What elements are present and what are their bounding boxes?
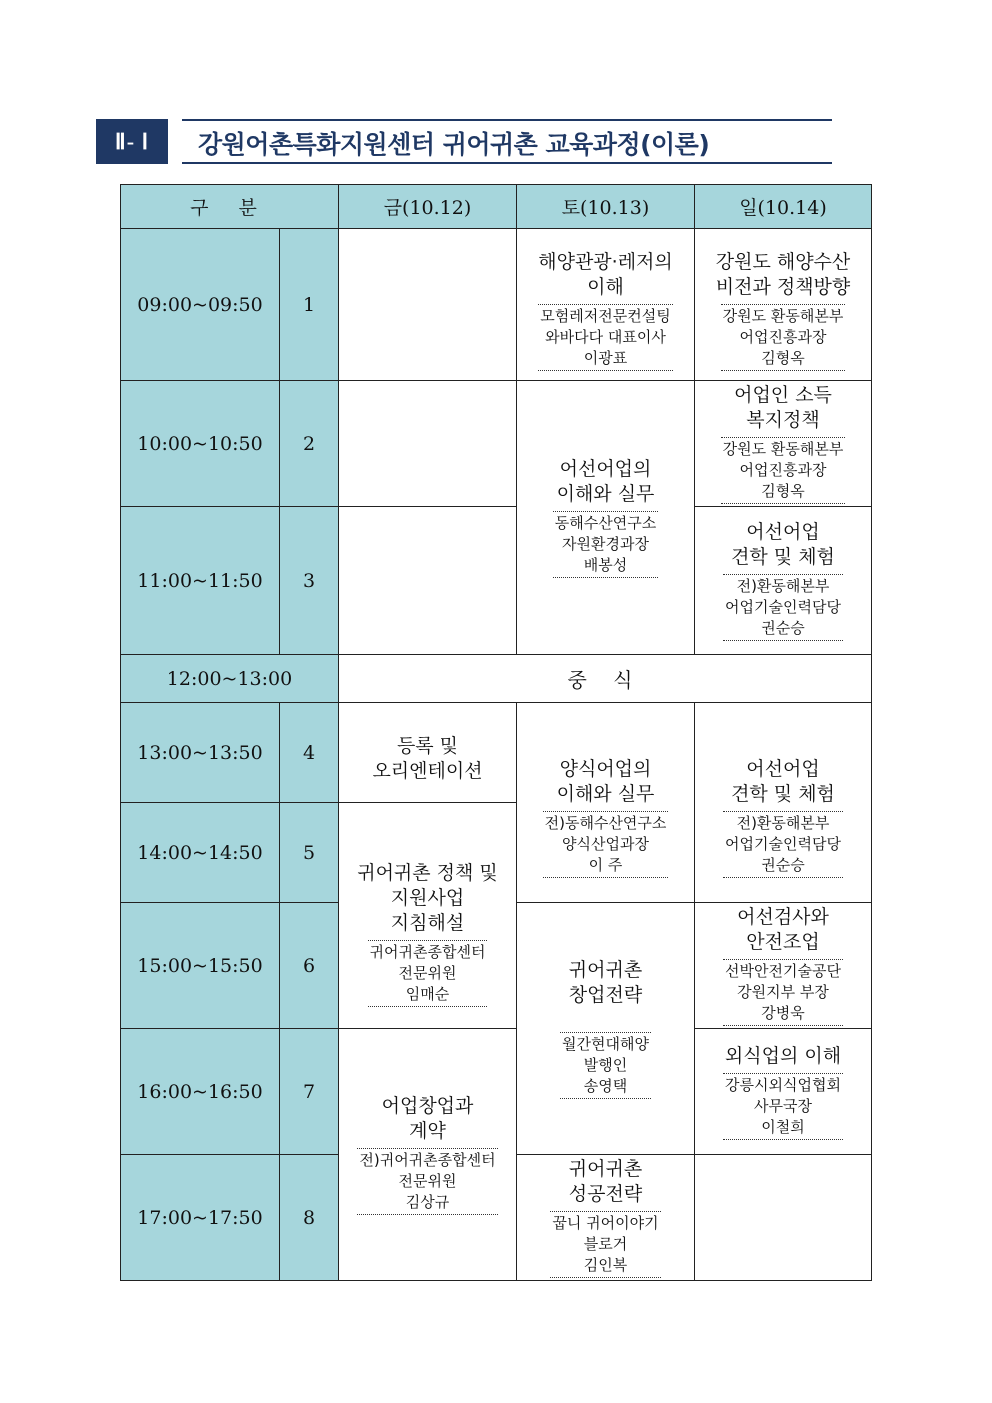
sat-marine-tourism xyxy=(517,229,695,381)
course-title: 견학 및 체험 xyxy=(731,546,835,568)
course-title: 오리엔테이션 xyxy=(372,759,483,782)
speaker-info: 모험레저전문컨설팅 와바다다 대표이사 이광표 xyxy=(538,304,672,371)
course-title: 복지정책 xyxy=(746,409,820,431)
course-title: 어선어업의 xyxy=(559,458,652,480)
sun-welfare-policy xyxy=(695,381,872,507)
course-title: 어선검사와 xyxy=(737,906,829,928)
sat-fishing-boat xyxy=(517,381,695,655)
speaker-info: 전)환동해본부 어업기술인력담당 권순승 xyxy=(723,811,843,878)
course-title: 강원도 해양수산 xyxy=(715,251,851,273)
sun-fishing-tour-2 xyxy=(695,703,872,903)
header-sun: 일(10.14) xyxy=(695,185,872,229)
fri-empty-cell xyxy=(339,381,517,507)
period-number: 5 xyxy=(280,803,339,903)
speaker-info: 강원도 환동해본부 어업진흥과장 김형옥 xyxy=(721,437,846,504)
sun-safety-inspection xyxy=(695,903,872,1029)
lunch-label: 중 식 xyxy=(339,655,872,703)
course-title: 어선어업 xyxy=(746,758,820,780)
time-slot: 14:00~14:50 xyxy=(121,803,280,903)
section-header xyxy=(96,119,832,164)
time-slot: 15:00~15:50 xyxy=(121,903,280,1029)
course-title: 비전과 정책방향 xyxy=(715,276,851,298)
course-title: 어업창업과 xyxy=(381,1095,474,1117)
period-number: 1 xyxy=(280,229,339,381)
period-number: 4 xyxy=(280,703,339,803)
course-title: 어업인 소득 xyxy=(734,384,832,406)
sat-aquaculture xyxy=(517,703,695,903)
lunch-time-slot: 12:00~13:00 xyxy=(121,655,339,703)
speaker-info: 귀어귀촌종합센터 전문위원 임매순 xyxy=(368,940,488,1007)
course-title: 계약 xyxy=(409,1120,446,1142)
course-title: 창업전략 xyxy=(568,984,643,1006)
sun-vision-policy xyxy=(695,229,872,381)
time-slot: 13:00~13:50 xyxy=(121,703,280,803)
course-title: 이해와 실무 xyxy=(556,483,655,505)
speaker-info: 전)귀어귀촌종합센터 전문위원 김상규 xyxy=(357,1148,497,1215)
period-number: 7 xyxy=(280,1029,339,1155)
period-number: 6 xyxy=(280,903,339,1029)
sun-fishing-tour xyxy=(695,507,872,655)
course-title: 귀어귀촌 xyxy=(568,1158,643,1180)
time-slot: 11:00~11:50 xyxy=(121,507,280,655)
course-title: 외식업의 이해 xyxy=(724,1044,842,1067)
course-title: 지침해설 xyxy=(390,911,465,934)
course-title: 해양관광·레저의 xyxy=(538,251,673,273)
course-title: 어선어업 xyxy=(746,521,820,543)
fri-fishery-startup xyxy=(339,1029,517,1281)
speaker-info: 동해수산연구소 자원환경과장 배봉성 xyxy=(553,511,658,578)
header-sat: 토(10.13) xyxy=(517,185,695,229)
speaker-info: 월간현대해양 발행인 송영택 xyxy=(560,1032,651,1099)
fri-empty-cell xyxy=(339,229,517,381)
time-slot: 17:00~17:50 xyxy=(121,1155,280,1281)
sun-dining-business xyxy=(695,1029,872,1155)
course-title: 귀어귀촌 xyxy=(568,959,643,981)
section-badge: Ⅱ- Ⅰ xyxy=(96,119,168,164)
time-slot: 10:00~10:50 xyxy=(121,381,280,507)
speaker-info: 꿉니 귀어이야기 블로거 김인복 xyxy=(550,1211,660,1278)
period-number: 3 xyxy=(280,507,339,655)
speaker-info: 전)동해수산연구소 양식산업과장 이 주 xyxy=(543,811,669,878)
sat-startup-strategy xyxy=(517,903,695,1155)
period-number: 8 xyxy=(280,1155,339,1281)
title-bar xyxy=(182,119,832,164)
course-title: 견학 및 체험 xyxy=(731,783,835,805)
course-title: 이해와 실무 xyxy=(556,783,655,805)
speaker-info: 강릉시외식업협회 사무국장 이철희 xyxy=(723,1073,843,1140)
speaker-info: 전)환동해본부 어업기술인력담당 권순승 xyxy=(723,574,843,641)
course-title: 이해 xyxy=(587,276,624,298)
course-title: 등록 및 xyxy=(396,734,459,757)
header-fri: 금(10.12) xyxy=(339,185,517,229)
course-title: 지원사업 xyxy=(390,886,465,909)
fri-registration xyxy=(339,703,517,803)
sat-success-strategy xyxy=(517,1155,695,1281)
schedule-table xyxy=(120,184,872,1281)
speaker-info: 강원도 환동해본부 어업진흥과장 김형옥 xyxy=(721,304,846,371)
course-title: 안전조업 xyxy=(746,931,820,953)
period-number: 2 xyxy=(280,381,339,507)
time-slot: 16:00~16:50 xyxy=(121,1029,280,1155)
time-slot: 09:00~09:50 xyxy=(121,229,280,381)
fri-empty-cell xyxy=(339,507,517,655)
fri-policy xyxy=(339,803,517,1029)
course-title: 양식어업의 xyxy=(559,758,652,780)
course-title: 귀어귀촌 정책 및 xyxy=(357,861,498,884)
page-title: 강원어촌특화지원센터 귀어귀촌 교육과정(이론) xyxy=(198,130,710,159)
header-category: 구 분 xyxy=(121,185,339,229)
course-title: 성공전략 xyxy=(568,1183,643,1205)
speaker-info: 선박안전기술공단 강원지부 부장 강병욱 xyxy=(723,959,843,1026)
sun-empty-cell xyxy=(695,1155,872,1281)
